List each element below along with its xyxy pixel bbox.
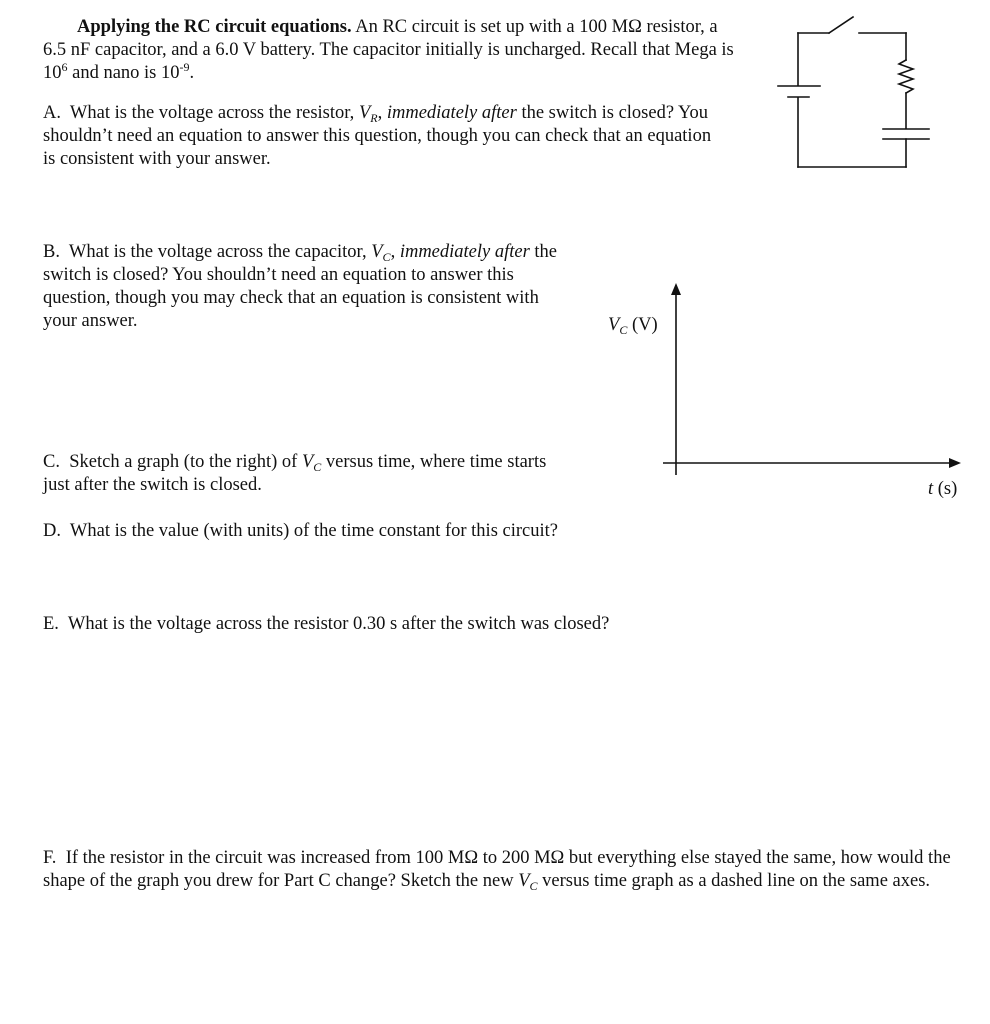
question-d-text: What is the value (with units) of the time constant for this circuit? xyxy=(69,521,558,541)
question-f-text-1: If the resistor in the circuit was increased from 100 MΩ to 200 MΩ but everything else stayed the same, how would the shape of the graph you drew for Part C change? Sketch the new xyxy=(43,848,951,891)
question-a-emphasis: immediately after xyxy=(386,103,517,123)
question-f-var-sub: C xyxy=(529,879,538,893)
switch-blade xyxy=(829,17,853,33)
question-b-text-2: , xyxy=(390,242,400,262)
intro-text-2: and nano is 10 xyxy=(67,63,180,83)
question-b-emphasis: immediately after xyxy=(399,242,530,262)
question-a-var: V xyxy=(358,103,371,123)
question-d-letter: D. xyxy=(43,521,61,541)
question-b-text-1: What is the voltage across the capacitor, xyxy=(68,242,372,262)
x-axis-label xyxy=(928,478,957,501)
question-b-var-sub: C xyxy=(382,250,391,264)
question-c-letter: C. xyxy=(43,452,60,472)
question-f-var: V xyxy=(518,871,530,891)
intro-text-3: . xyxy=(189,63,195,83)
question-c-text-2: versus time, where time starts just after the switch is closed. xyxy=(43,452,547,495)
problem-title: Applying the RC circuit equations. xyxy=(77,17,352,37)
question-a-text-2: , xyxy=(377,103,387,123)
question-f-text-2: versus time graph as a dashed line on the same axes. xyxy=(537,871,931,891)
x-axis-arrowhead xyxy=(949,458,961,468)
question-c-text-1: Sketch a graph (to the right) of xyxy=(69,452,302,472)
y-axis-label-unit: (V) xyxy=(627,315,658,335)
y-axis-label-sub: C xyxy=(619,323,628,337)
circuit-diagram xyxy=(778,17,929,167)
y-axis-arrowhead xyxy=(671,283,681,295)
question-e-text: What is the voltage across the resistor 0.30 s after the switch was closed? xyxy=(67,614,610,634)
question-a-text-3: the switch is closed? You shouldn’t need an equation to answer this question, though you can check that an equation is consistent with your answer. xyxy=(43,103,712,169)
question-f-letter: F. xyxy=(43,848,57,868)
graph-axes xyxy=(663,283,961,475)
x-axis-label-var: t xyxy=(928,479,934,499)
intro-text-1: An RC circuit is set up with a 100 MΩ resistor, a 6.5 nF capacitor, and a 6.0 V battery. The capacitor initially is uncharged. Recall that Mega is 10 xyxy=(43,17,734,83)
question-e-letter: E. xyxy=(43,614,59,634)
x-axis-label-unit: (s) xyxy=(933,479,958,499)
y-axis-label xyxy=(608,314,658,337)
question-a-letter: A. xyxy=(43,103,61,123)
question-c-var-sub: C xyxy=(313,460,322,474)
question-b-var: V xyxy=(371,242,383,262)
question-a-var-sub: R xyxy=(370,111,378,125)
question-a-text-1: What is the voltage across the resistor, xyxy=(69,103,359,123)
resistor-zigzag xyxy=(899,60,913,93)
question-b-letter: B. xyxy=(43,242,60,262)
y-axis-label-var: V xyxy=(608,315,620,335)
intro-exponent-nano: -9 xyxy=(179,60,190,74)
question-c-var: V xyxy=(301,452,314,472)
question-b-text-3: the switch is closed? You shouldn’t need an equation to answer this question, though you may check that an equation is consistent with your answer. xyxy=(43,242,558,331)
intro-exponent-mega: 6 xyxy=(61,60,68,74)
